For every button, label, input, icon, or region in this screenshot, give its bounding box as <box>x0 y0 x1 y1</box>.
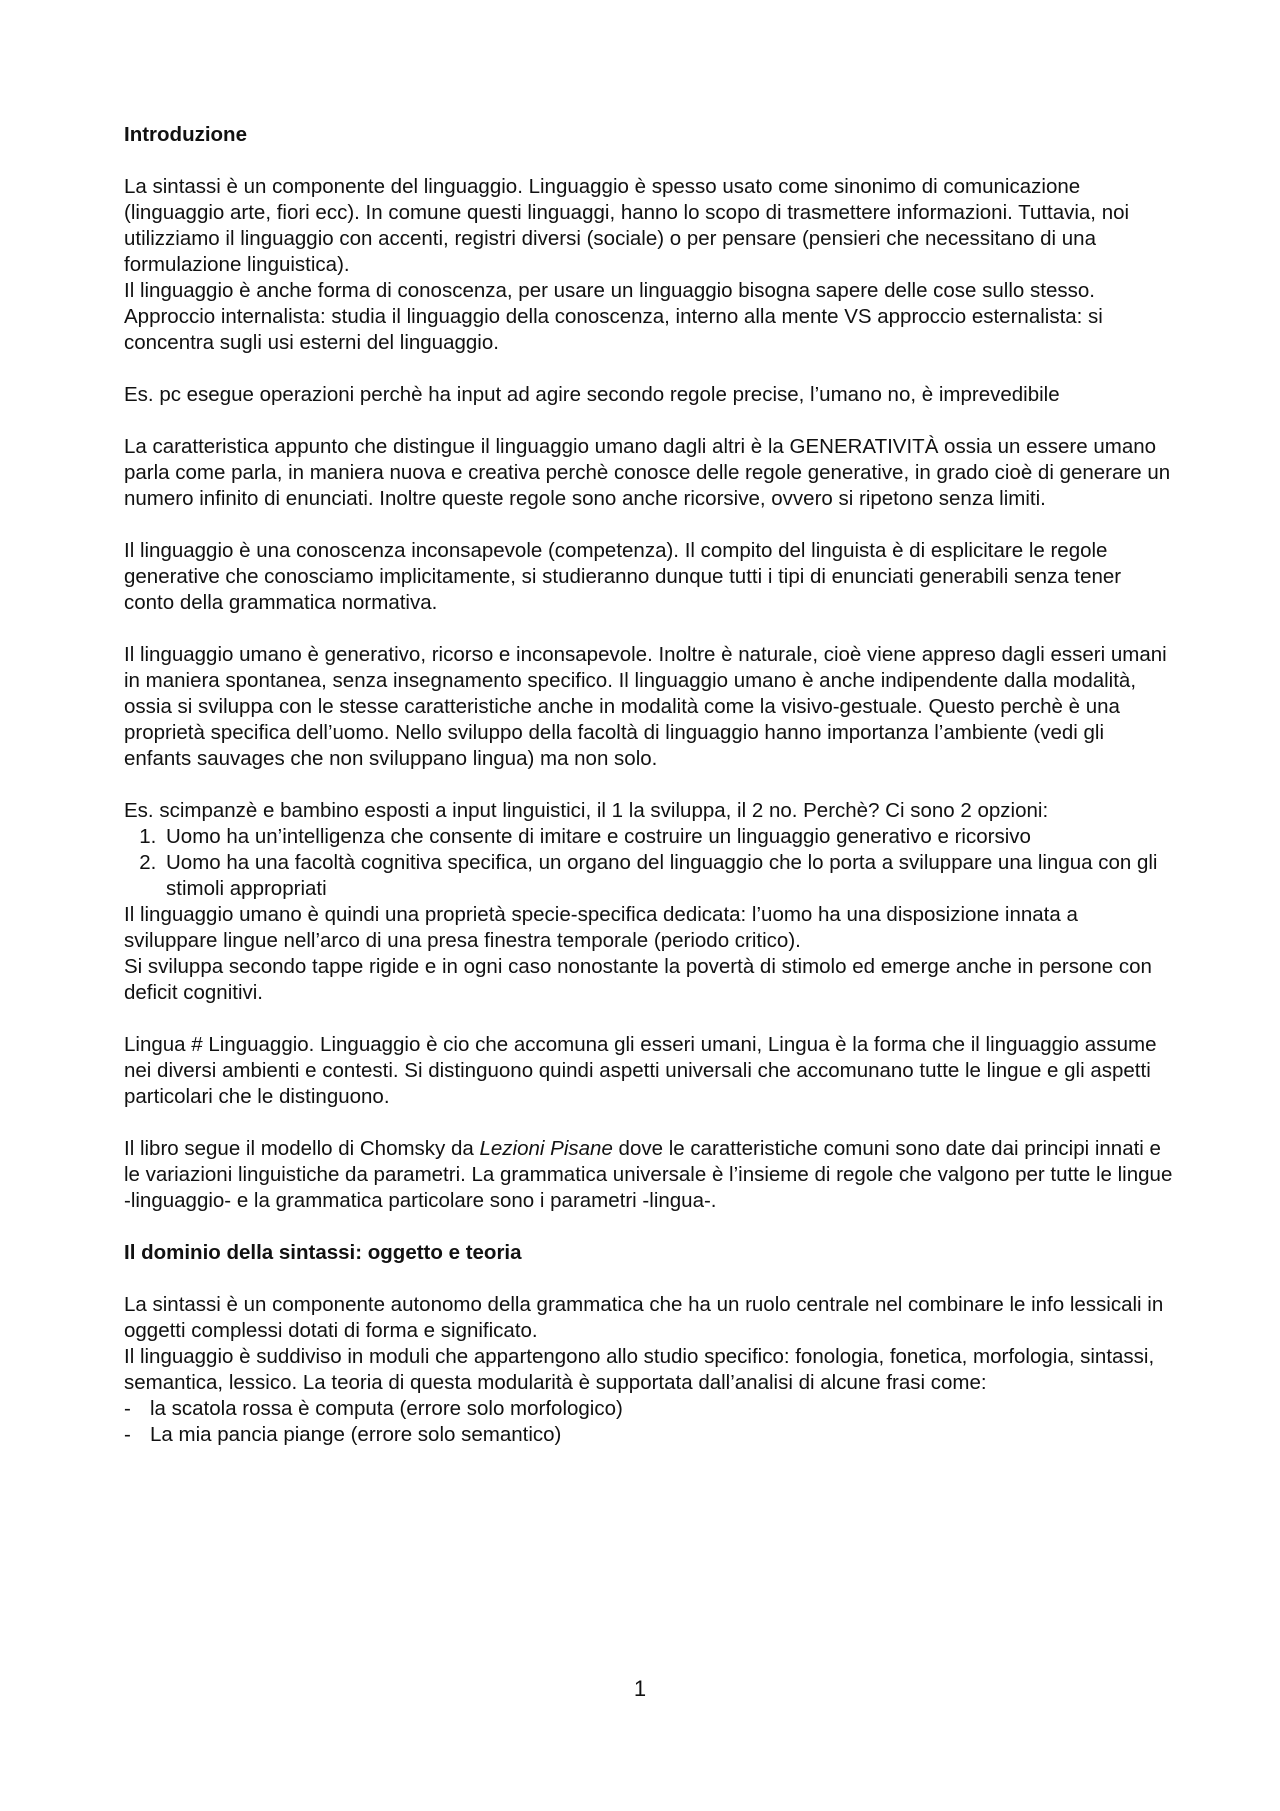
section-heading-introduzione: Introduzione <box>124 123 247 146</box>
paragraph: Si sviluppa secondo tappe rigide e in ogni caso nonostante la povertà di stimolo ed emerge anche in persone con deficit cognitivi. <box>124 955 1152 1004</box>
list-item: 2. Uomo ha una facoltà cognitiva specifica, un organo del linguaggio che lo porta a sviluppare una lingua con gli stimoli appropriati <box>162 850 1174 902</box>
text-run: dove le caratteristiche comuni sono date dai principi innati e le variazioni linguistiche da parametri. La grammatica universale è l’insieme di regole che valgono per tutte le lingue -linguaggio- e la grammatica particolare sono i parametri -lingua-. <box>124 1137 1173 1212</box>
section-heading-dominio-sintassi: Il dominio della sintassi: oggetto e teoria <box>124 1241 522 1264</box>
paragraph <box>124 1136 1174 1214</box>
paragraph: Es. scimpanzè e bambino esposti a input linguistici, il 1 la sviluppa, il 2 no. Perchè? Ci sono 2 opzioni: <box>124 799 1049 822</box>
paragraph: Il linguaggio è una conoscenza inconsapevole (competenza). Il compito del linguista è di esplicitare le regole generative che conosciamo implicitamente, si studieranno dunque tutti i tipi di enunciati generabili senza tener conto della grammatica normativa. <box>124 539 1122 614</box>
list-item: - la scatola rossa è computa (errore solo morfologico) <box>124 1396 1174 1422</box>
paragraph: Lingua # Linguaggio. Linguaggio è cio che accomuna gli esseri umani, Lingua è la forma che il linguaggio assume nei diversi ambienti e contesti. Si distinguono quindi aspetti universali che accomunano tutte le lingue e gli aspetti particolari che le distinguono. <box>124 1033 1157 1108</box>
list-item: - La mia pancia piange (errore solo semantico) <box>124 1422 1174 1448</box>
paragraph: Il linguaggio è suddiviso in moduli che appartengono allo studio specifico: fonologia, fonetica, morfologia, sintassi, semantica, lessico. La teoria di questa modularità è supportata dall’analisi di alcune frasi come: <box>124 1345 1155 1394</box>
paragraph: Il linguaggio è anche forma di conoscenza, per usare un linguaggio bisogna sapere delle cose sullo stesso. Approccio internalista: studia il linguaggio della conoscenza, interno alla mente VS approccio esternalista: si concentra sugli usi esterni del linguaggio. <box>124 279 1103 354</box>
paragraph: La sintassi è un componente del linguaggio. Linguaggio è spesso usato come sinonimo di comunicazione (linguaggio arte, fiori ecc). In comune questi linguaggi, hanno lo scopo di trasmettere informazioni. Tuttavia, noi utilizziamo il linguaggio con accenti, registri diversi (sociale) o per pensare (pensieri che necessitano di una formulazione linguistica). <box>124 175 1130 276</box>
document-page <box>124 122 1174 1448</box>
list-item: 1. Uomo ha un’intelligenza che consente di imitare e costruire un linguaggio generativo e ricorsivo <box>162 824 1174 850</box>
paragraph: Es. pc esegue operazioni perchè ha input ad agire secondo regole precise, l’umano no, è imprevedibile <box>124 383 1060 406</box>
options-list <box>124 824 1174 902</box>
examples-list <box>124 1396 1174 1448</box>
paragraph: La sintassi è un componente autonomo della grammatica che ha un ruolo centrale nel combinare le info lessicali in oggetti complessi dotati di forma e significato. <box>124 1293 1164 1342</box>
page-number: 1 <box>633 1676 647 1701</box>
text-run: Il libro segue il modello di Chomsky da <box>124 1137 480 1160</box>
book-title: Lezioni Pisane <box>479 1137 613 1160</box>
paragraph: Il linguaggio umano è generativo, ricorso e inconsapevole. Inoltre è naturale, cioè viene appreso dagli esseri umani in maniera spontanea, senza insegnamento specifico. Il linguaggio umano è anche indipendente dalla modalità, ossia si sviluppa con le stesse caratteristiche anche in modalità come la visivo-gestuale. Questo perchè è una proprietà specifica dell’uomo. Nello sviluppo della facoltà di linguaggio hanno importanza l’ambiente (vedi gli enfants sauvages che non sviluppano lingua) ma non solo. <box>124 643 1167 770</box>
paragraph: Il linguaggio umano è quindi una proprietà specie-specifica dedicata: l’uomo ha una disposizione innata a sviluppare lingue nell’arco di una presa finestra temporale (periodo critico). <box>124 903 1078 952</box>
paragraph: La caratteristica appunto che distingue il linguaggio umano dagli altri è la GENERATIVITÀ ossia un essere umano parla come parla, in maniera nuova e creativa perchè conosce delle regole generative, in grado cioè di generare un numero infinito di enunciati. Inoltre queste regole sono anche ricorsive, ovvero si ripetono senza limiti. <box>124 435 1171 510</box>
